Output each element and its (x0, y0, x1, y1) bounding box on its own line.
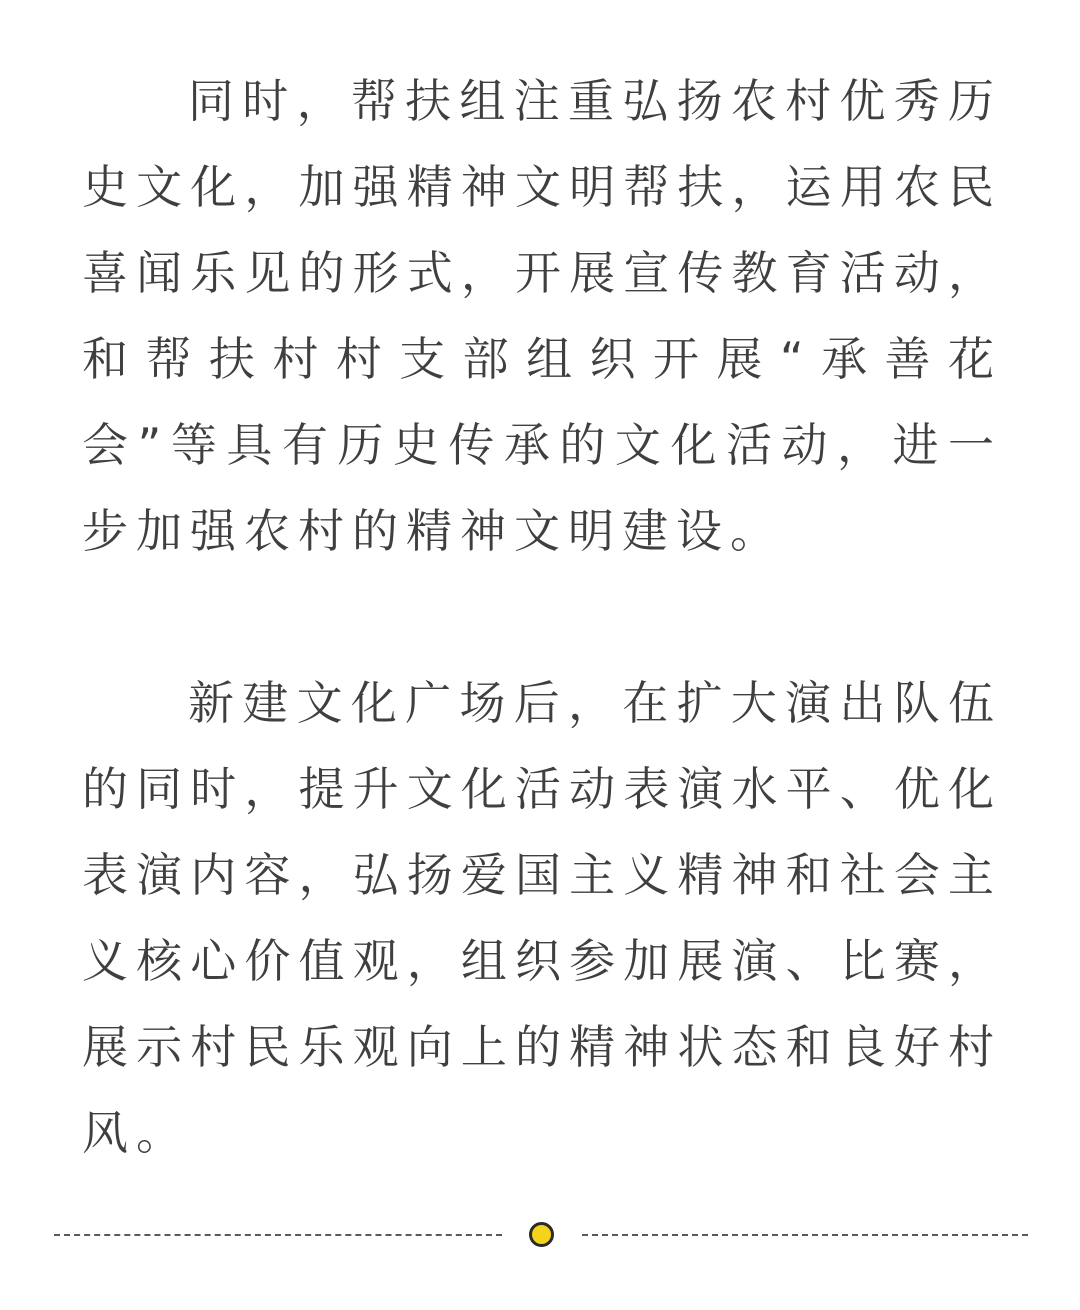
dot-icon (529, 1222, 554, 1247)
section-divider (54, 1220, 1028, 1250)
paragraph-1: 同时，帮扶组注重弘扬农村优秀历史文化，加强精神文明帮扶，运用农民喜闻乐见的形式，开展宣传教育活动，和帮扶村村支部组织开展“承善花会”等具有历史传承的文化活动，进一步加强农村的精神文明建设。 (82, 74, 1002, 558)
divider-dashed-line-right (582, 1234, 1028, 1236)
paragraph-2: 新建文化广场后，在扩大演出队伍的同时，提升文化活动表演水平、优化表演内容，弘扬爱国主义精神和社会主义核心价值观，组织参加展演、比赛，展示村民乐观向上的精神状态和良好村风。 (82, 676, 1002, 1160)
article-body (82, 58, 1002, 1176)
divider-dashed-line-left (54, 1234, 502, 1236)
